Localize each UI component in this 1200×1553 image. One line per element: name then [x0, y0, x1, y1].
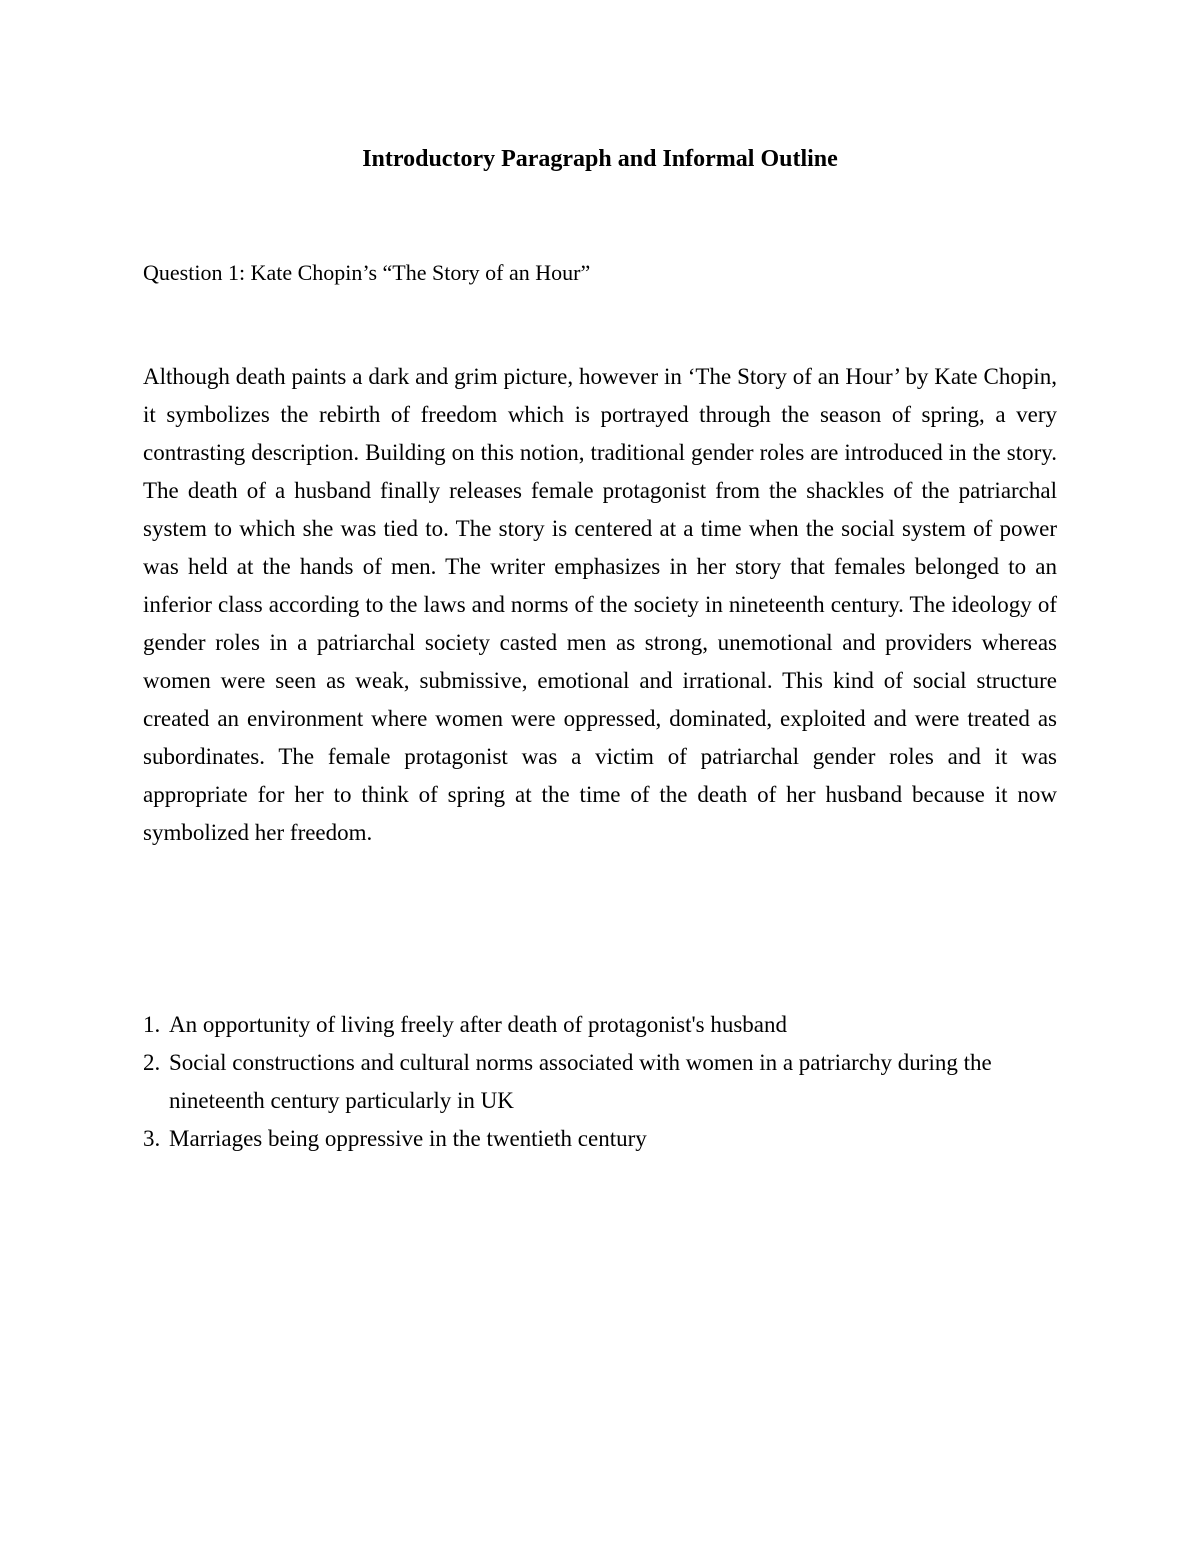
- question-heading: Question 1: Kate Chopin’s “The Story of an Hour”: [143, 260, 591, 285]
- document-title: Introductory Paragraph and Informal Outline: [362, 146, 838, 172]
- outline-item-text: Social constructions and cultural norms associated with women in a patriarchy during the nineteenth century particularly in UK: [169, 1050, 992, 1113]
- outline-item: [143, 1006, 1057, 1044]
- outline-item: [143, 1120, 1057, 1158]
- outline-item-text: An opportunity of living freely after death of protagonist's husband: [169, 1012, 787, 1037]
- outline-item-number: 2.: [143, 1050, 161, 1075]
- outline-item-text: Marriages being oppressive in the twentieth century: [169, 1126, 647, 1151]
- outline-item-number: 3.: [143, 1126, 161, 1151]
- outline-item-number: 1.: [143, 1012, 161, 1037]
- informal-outline: [143, 1006, 1057, 1158]
- outline-item: [143, 1044, 1057, 1120]
- introductory-paragraph: Although death paints a dark and grim picture, however in ‘The Story of an Hour’ by Kate Chopin, it symbolizes the rebirth of freedom which is portrayed through the season of spring, a very contrasting description. Building on this notion, traditional gender roles are introduced in the story. The death of a husband finally releases female protagonist from the shackles of the patriarchal system to which she was tied to. The story is centered at a time when the social system of power was held at the hands of men. The writer emphasizes in her story that females belonged to an inferior class according to the laws and norms of the society in nineteenth century. The ideology of gender roles in a patriarchal society casted men as strong, unemotional and providers whereas women were seen as weak, submissive, emotional and irrational. This kind of social structure created an environment where women were oppressed, dominated, exploited and were treated as subordinates. The female protagonist was a victim of patriarchal gender roles and it was appropriate for her to think of spring at the time of the death of her husband because it now symbolized her freedom.: [143, 364, 1057, 845]
